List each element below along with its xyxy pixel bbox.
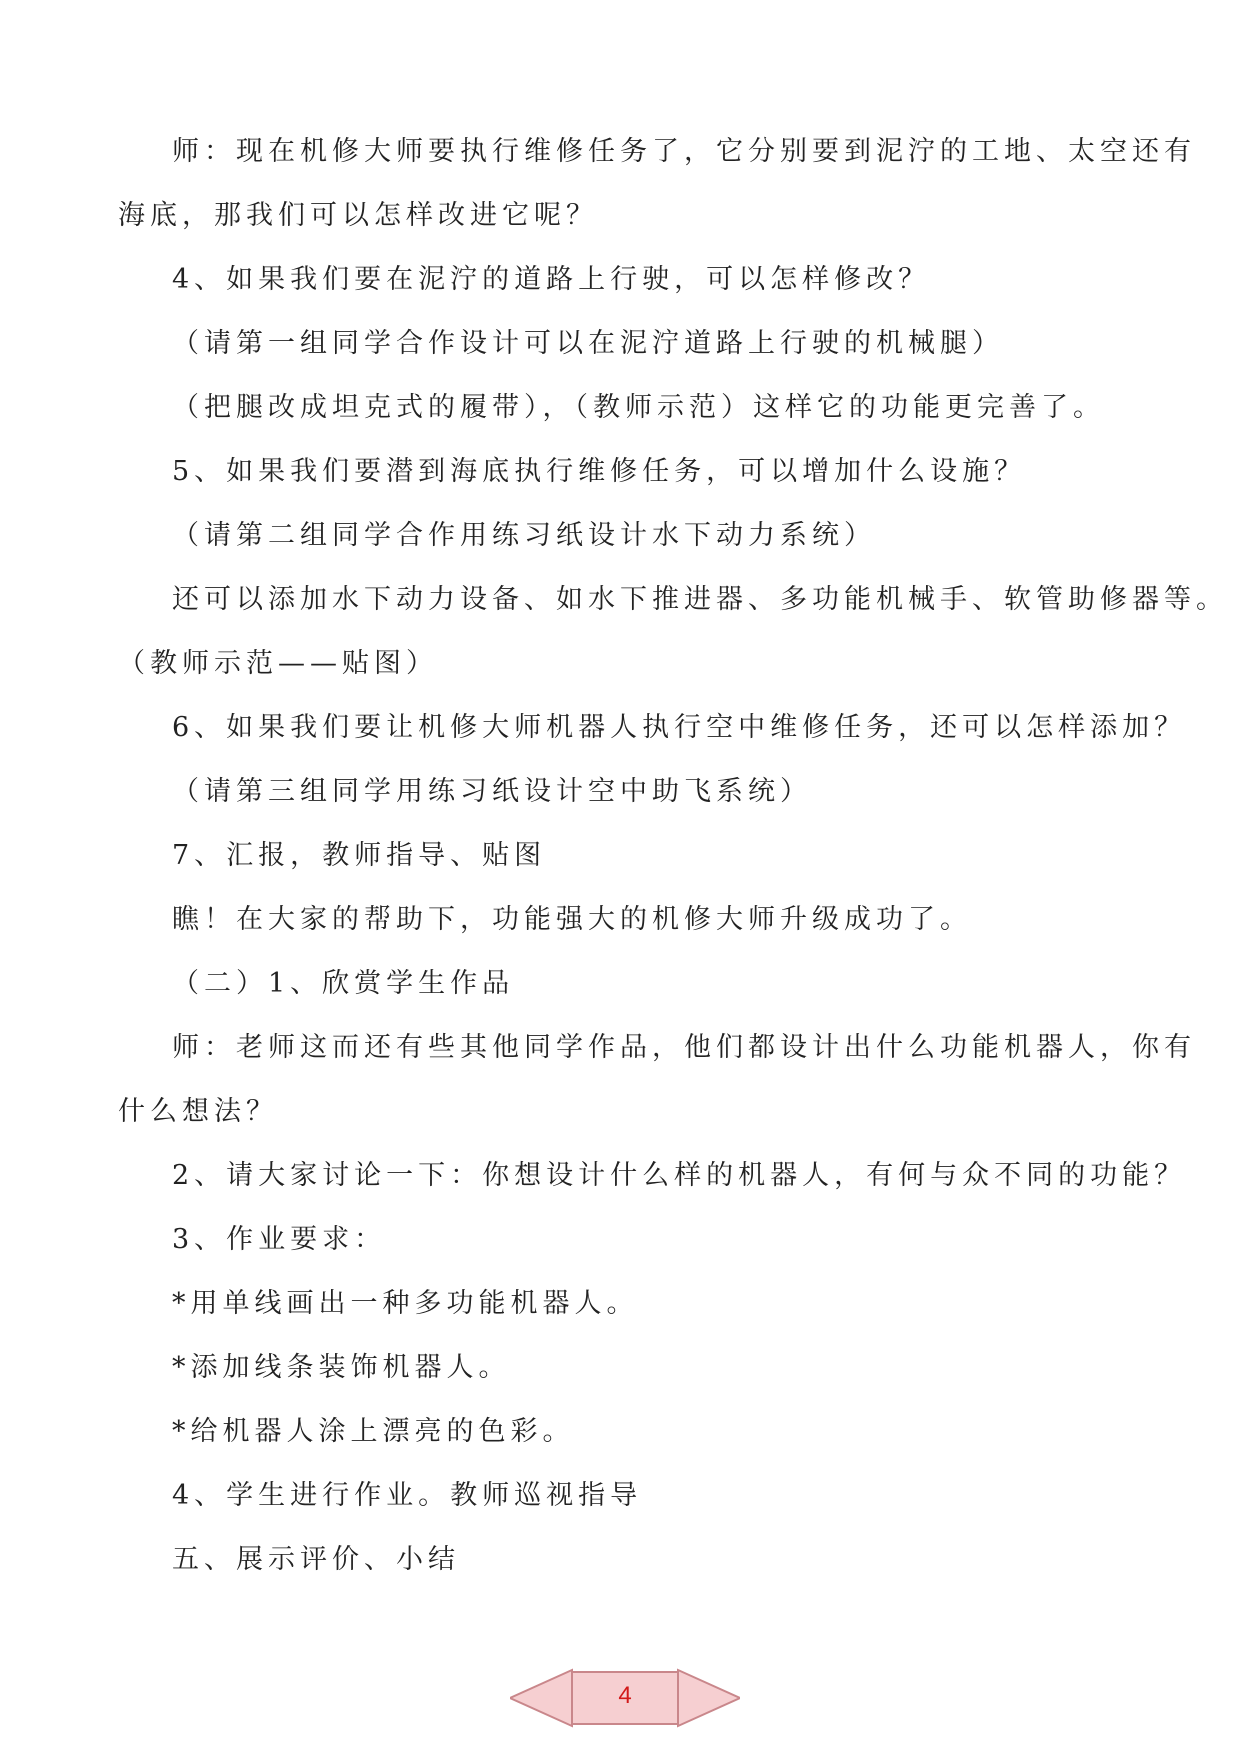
- text-line: （把腿改成坦克式的履带），（教师示范）这样它的功能更完善了。: [172, 392, 1105, 423]
- text-line: 五、展示评价、小结: [172, 1544, 460, 1575]
- text-line: （教师示范——贴图）: [118, 648, 438, 679]
- text-line: *给机器人涂上漂亮的色彩。: [172, 1416, 575, 1447]
- text-line: 5、如果我们要潜到海底执行维修任务，可以增加什么设施？: [172, 456, 1027, 487]
- text-line: 瞧！在大家的帮助下，功能强大的机修大师升级成功了。: [172, 904, 972, 935]
- text-line: 3、作业要求：: [172, 1224, 387, 1255]
- text-line: 什么想法？: [118, 1096, 278, 1127]
- text-line: *用单线画出一种多功能机器人。: [172, 1288, 639, 1319]
- text-line: 7、汇报，教师指导、贴图: [172, 840, 547, 871]
- text-line: （请第二组同学合作用练习纸设计水下动力系统）: [172, 520, 876, 551]
- text-line: 6、如果我们要让机修大师机器人执行空中维修任务，还可以怎样添加？: [172, 712, 1187, 743]
- text-line: 4、如果我们要在泥泞的道路上行驶，可以怎样修改？: [172, 264, 931, 295]
- ribbon-left-tail: [510, 1670, 572, 1726]
- text-line: 2、请大家讨论一下：你想设计什么样的机器人，有何与众不同的功能？: [172, 1160, 1187, 1191]
- text-line: （请第三组同学用练习纸设计空中助飞系统）: [172, 776, 812, 807]
- text-line: 海底，那我们可以怎样改进它呢？: [118, 200, 598, 231]
- text-line: （请第一组同学合作设计可以在泥泞道路上行驶的机械腿）: [172, 328, 1004, 359]
- ribbon-right-tail: [678, 1670, 740, 1726]
- text-line: 4、学生进行作业。教师巡视指导: [172, 1480, 643, 1511]
- text-line: 师：老师这而还有些其他同学作品，他们都设计出什么功能机器人，你有: [172, 1032, 1196, 1063]
- text-line: *添加线条装饰机器人。: [172, 1352, 511, 1383]
- text-line: （二）1、欣赏学生作品: [172, 968, 515, 999]
- text-line: 还可以添加水下动力设备、如水下推进器、多功能机械手、软管助修器等。: [172, 584, 1228, 615]
- text-line: 师：现在机修大师要执行维修任务了，它分别要到泥泞的工地、太空还有: [172, 136, 1196, 167]
- page-number: 4: [618, 1682, 632, 1709]
